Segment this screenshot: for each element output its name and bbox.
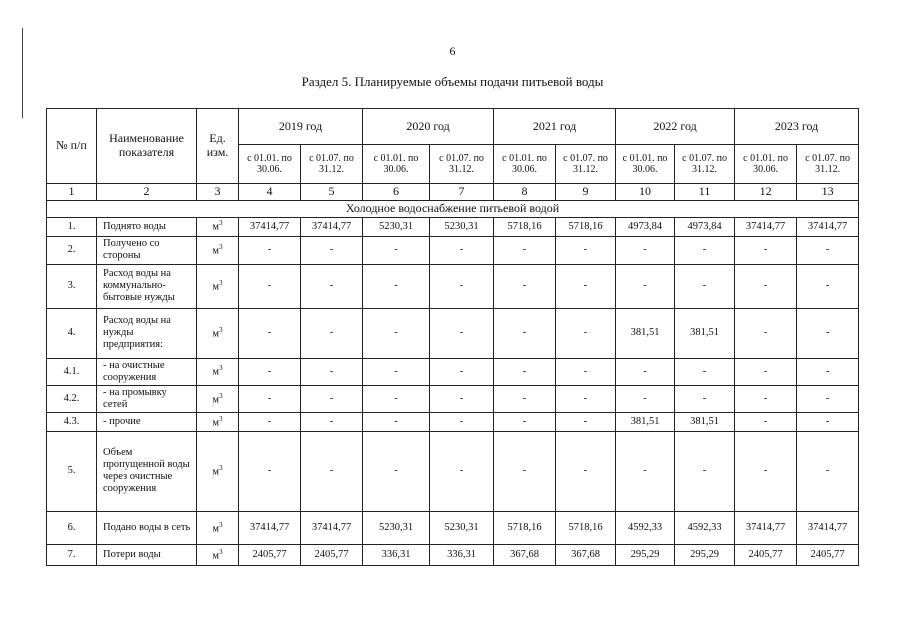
value-cell: -: [797, 412, 859, 431]
value-cell: -: [494, 308, 556, 358]
row-name: Поднято воды: [97, 217, 197, 236]
column-number: 5: [301, 184, 363, 201]
value-cell: 37414,77: [735, 511, 797, 544]
value-cell: 5230,31: [430, 511, 494, 544]
unit-base: м: [212, 417, 220, 429]
value-cell: 37414,77: [301, 511, 363, 544]
row-number: 2.: [47, 236, 97, 264]
value-cell: -: [363, 236, 430, 264]
value-cell: -: [301, 358, 363, 385]
value-cell: -: [239, 308, 301, 358]
value-cell: 367,68: [556, 544, 616, 565]
row-unit: [197, 308, 239, 358]
row-unit: [197, 511, 239, 544]
value-cell: -: [556, 412, 616, 431]
value-cell: 381,51: [675, 308, 735, 358]
value-cell: 37414,77: [797, 511, 859, 544]
value-cell: -: [363, 385, 430, 412]
table-row: [47, 544, 859, 565]
column-number: 12: [735, 184, 797, 201]
value-cell: 5230,31: [430, 217, 494, 236]
value-cell: -: [494, 236, 556, 264]
value-cell: -: [239, 431, 301, 511]
value-cell: -: [735, 385, 797, 412]
value-cell: 5718,16: [556, 511, 616, 544]
header-year-2019: 2019 год: [239, 109, 363, 145]
row-unit: [197, 544, 239, 565]
row-name: Подано воды в сеть: [97, 511, 197, 544]
column-number: 7: [430, 184, 494, 201]
value-cell: -: [797, 385, 859, 412]
row-number: 4.1.: [47, 358, 97, 385]
value-cell: -: [616, 358, 675, 385]
value-cell: -: [494, 358, 556, 385]
unit-exponent: 3: [219, 520, 223, 529]
row-name: Расход воды на коммунально-бытовые нужды: [97, 264, 197, 308]
value-cell: -: [494, 431, 556, 511]
value-cell: -: [239, 236, 301, 264]
value-cell: -: [494, 412, 556, 431]
value-cell: -: [675, 431, 735, 511]
column-number: 13: [797, 184, 859, 201]
period-first: с 01.01. по 30.06.: [239, 145, 301, 184]
table-row: [47, 217, 859, 236]
value-cell: -: [430, 308, 494, 358]
value-cell: -: [301, 412, 363, 431]
page-number: 6: [449, 44, 456, 58]
value-cell: -: [556, 385, 616, 412]
row-name: Расход воды на нужды предприятия:: [97, 308, 197, 358]
row-name: - на промывку сетей: [97, 385, 197, 412]
value-cell: 4592,33: [675, 511, 735, 544]
value-cell: -: [616, 431, 675, 511]
value-cell: -: [430, 412, 494, 431]
section-title: Раздел 5. Планируемые объемы подачи питьевой воды: [301, 74, 604, 89]
value-cell: -: [301, 431, 363, 511]
unit-base: м: [212, 245, 220, 257]
value-cell: -: [675, 385, 735, 412]
unit-base: м: [212, 328, 220, 340]
value-cell: -: [675, 264, 735, 308]
column-number: 10: [616, 184, 675, 201]
value-cell: -: [430, 358, 494, 385]
period-second: с 01.07. по 31.12.: [430, 145, 494, 184]
value-cell: 4592,33: [616, 511, 675, 544]
value-cell: -: [363, 358, 430, 385]
value-cell: 295,29: [616, 544, 675, 565]
row-unit: [197, 236, 239, 264]
value-cell: -: [239, 264, 301, 308]
value-cell: -: [430, 385, 494, 412]
table-row: [47, 431, 859, 511]
row-name: Получено со стороны: [97, 236, 197, 264]
unit-base: м: [212, 394, 220, 405]
water-supply-table: [46, 108, 859, 566]
unit-exponent: 3: [219, 364, 223, 373]
value-cell: 367,68: [494, 544, 556, 565]
period-second: с 01.07. по 31.12.: [301, 145, 363, 184]
value-cell: -: [430, 264, 494, 308]
row-name: - прочие: [97, 412, 197, 431]
row-number: 4.3.: [47, 412, 97, 431]
value-cell: -: [735, 264, 797, 308]
value-cell: -: [556, 264, 616, 308]
value-cell: -: [797, 431, 859, 511]
value-cell: 4973,84: [675, 217, 735, 236]
row-unit: [197, 431, 239, 511]
value-cell: 4973,84: [616, 217, 675, 236]
header-num: № п/п: [47, 109, 97, 184]
value-cell: -: [239, 385, 301, 412]
value-cell: 295,29: [675, 544, 735, 565]
column-number: 8: [494, 184, 556, 201]
value-cell: -: [556, 308, 616, 358]
row-number: 1.: [47, 217, 97, 236]
value-cell: -: [239, 412, 301, 431]
value-cell: 381,51: [675, 412, 735, 431]
value-cell: 5718,16: [556, 217, 616, 236]
unit-base: м: [212, 366, 220, 378]
section-label: Холодное водоснабжение питьевой водой: [47, 200, 859, 217]
value-cell: -: [797, 236, 859, 264]
column-number: 11: [675, 184, 735, 201]
unit-base: м: [212, 523, 220, 535]
column-number-row: [47, 184, 859, 201]
column-number: 2: [97, 184, 197, 201]
value-cell: -: [735, 358, 797, 385]
unit-base: м: [212, 281, 220, 293]
value-cell: -: [301, 385, 363, 412]
value-cell: -: [363, 264, 430, 308]
value-cell: 2405,77: [239, 544, 301, 565]
header-name: Наименование показателя: [97, 109, 197, 184]
column-number: 4: [239, 184, 301, 201]
value-cell: -: [363, 431, 430, 511]
value-cell: -: [616, 264, 675, 308]
value-cell: -: [494, 264, 556, 308]
unit-exponent: 3: [219, 391, 223, 400]
value-cell: -: [556, 358, 616, 385]
value-cell: -: [301, 308, 363, 358]
value-cell: -: [616, 236, 675, 264]
unit-base: м: [212, 550, 220, 562]
row-number: 4.2.: [47, 385, 97, 412]
value-cell: -: [494, 385, 556, 412]
value-cell: 37414,77: [239, 511, 301, 544]
row-name: Потери воды: [97, 544, 197, 565]
value-cell: 2405,77: [797, 544, 859, 565]
row-number: 5.: [47, 431, 97, 511]
value-cell: -: [675, 358, 735, 385]
period-first: с 01.01. по 30.06.: [735, 145, 797, 184]
column-number: 6: [363, 184, 430, 201]
column-number: 1: [47, 184, 97, 201]
period-first: с 01.01. по 30.06.: [494, 145, 556, 184]
row-name: Объем пропущенной воды через очистные сооружения: [97, 431, 197, 511]
value-cell: -: [735, 412, 797, 431]
value-cell: 5718,16: [494, 217, 556, 236]
row-unit: [197, 358, 239, 385]
row-unit: [197, 385, 239, 412]
column-number: 3: [197, 184, 239, 201]
value-cell: -: [797, 358, 859, 385]
value-cell: 37414,77: [735, 217, 797, 236]
value-cell: -: [735, 431, 797, 511]
value-cell: 336,31: [430, 544, 494, 565]
header-row-years: [47, 109, 859, 145]
unit-exponent: 3: [219, 414, 223, 423]
value-cell: 381,51: [616, 308, 675, 358]
table-row: [47, 385, 859, 412]
table-row: [47, 358, 859, 385]
value-cell: -: [430, 236, 494, 264]
unit-exponent: 3: [219, 547, 223, 556]
value-cell: 37414,77: [301, 217, 363, 236]
row-name: - на очистные сооружения: [97, 358, 197, 385]
value-cell: 2405,77: [735, 544, 797, 565]
value-cell: -: [675, 236, 735, 264]
unit-base: м: [212, 221, 220, 233]
header-unit: Ед. изм.: [197, 109, 239, 184]
unit-exponent: 3: [219, 219, 223, 228]
unit-exponent: 3: [219, 242, 223, 251]
value-cell: -: [363, 308, 430, 358]
period-first: с 01.01. по 30.06.: [363, 145, 430, 184]
row-number: 4.: [47, 308, 97, 358]
value-cell: 5230,31: [363, 217, 430, 236]
table-row: [47, 511, 859, 544]
value-cell: 37414,77: [239, 217, 301, 236]
row-unit: [197, 217, 239, 236]
period-second: с 01.07. по 31.12.: [797, 145, 859, 184]
row-number: 6.: [47, 511, 97, 544]
value-cell: 381,51: [616, 412, 675, 431]
row-unit: [197, 264, 239, 308]
period-second: с 01.07. по 31.12.: [556, 145, 616, 184]
value-cell: 5230,31: [363, 511, 430, 544]
value-cell: -: [363, 412, 430, 431]
header-year-2020: 2020 год: [363, 109, 494, 145]
value-cell: -: [556, 236, 616, 264]
header-year-2022: 2022 год: [616, 109, 735, 145]
row-unit: [197, 412, 239, 431]
value-cell: -: [797, 308, 859, 358]
value-cell: 37414,77: [797, 217, 859, 236]
value-cell: -: [430, 431, 494, 511]
value-cell: -: [735, 236, 797, 264]
value-cell: -: [301, 264, 363, 308]
value-cell: 5718,16: [494, 511, 556, 544]
value-cell: -: [239, 358, 301, 385]
value-cell: 336,31: [363, 544, 430, 565]
margin-line: [22, 28, 23, 118]
period-second: с 01.07. по 31.12.: [675, 145, 735, 184]
header-year-2021: 2021 год: [494, 109, 616, 145]
value-cell: -: [301, 236, 363, 264]
unit-exponent: 3: [219, 464, 223, 473]
value-cell: -: [616, 385, 675, 412]
unit-exponent: 3: [219, 278, 223, 287]
header-year-2023: 2023 год: [735, 109, 859, 145]
table-row: [47, 264, 859, 308]
value-cell: -: [735, 308, 797, 358]
value-cell: -: [556, 431, 616, 511]
column-number: 9: [556, 184, 616, 201]
unit-exponent: 3: [219, 325, 223, 334]
table-row: [47, 412, 859, 431]
table-row: [47, 236, 859, 264]
row-number: 7.: [47, 544, 97, 565]
row-number: 3.: [47, 264, 97, 308]
value-cell: -: [797, 264, 859, 308]
period-first: с 01.01. по 30.06.: [616, 145, 675, 184]
unit-base: м: [212, 466, 220, 478]
table-row: [47, 308, 859, 358]
value-cell: 2405,77: [301, 544, 363, 565]
section-row: [47, 200, 859, 217]
